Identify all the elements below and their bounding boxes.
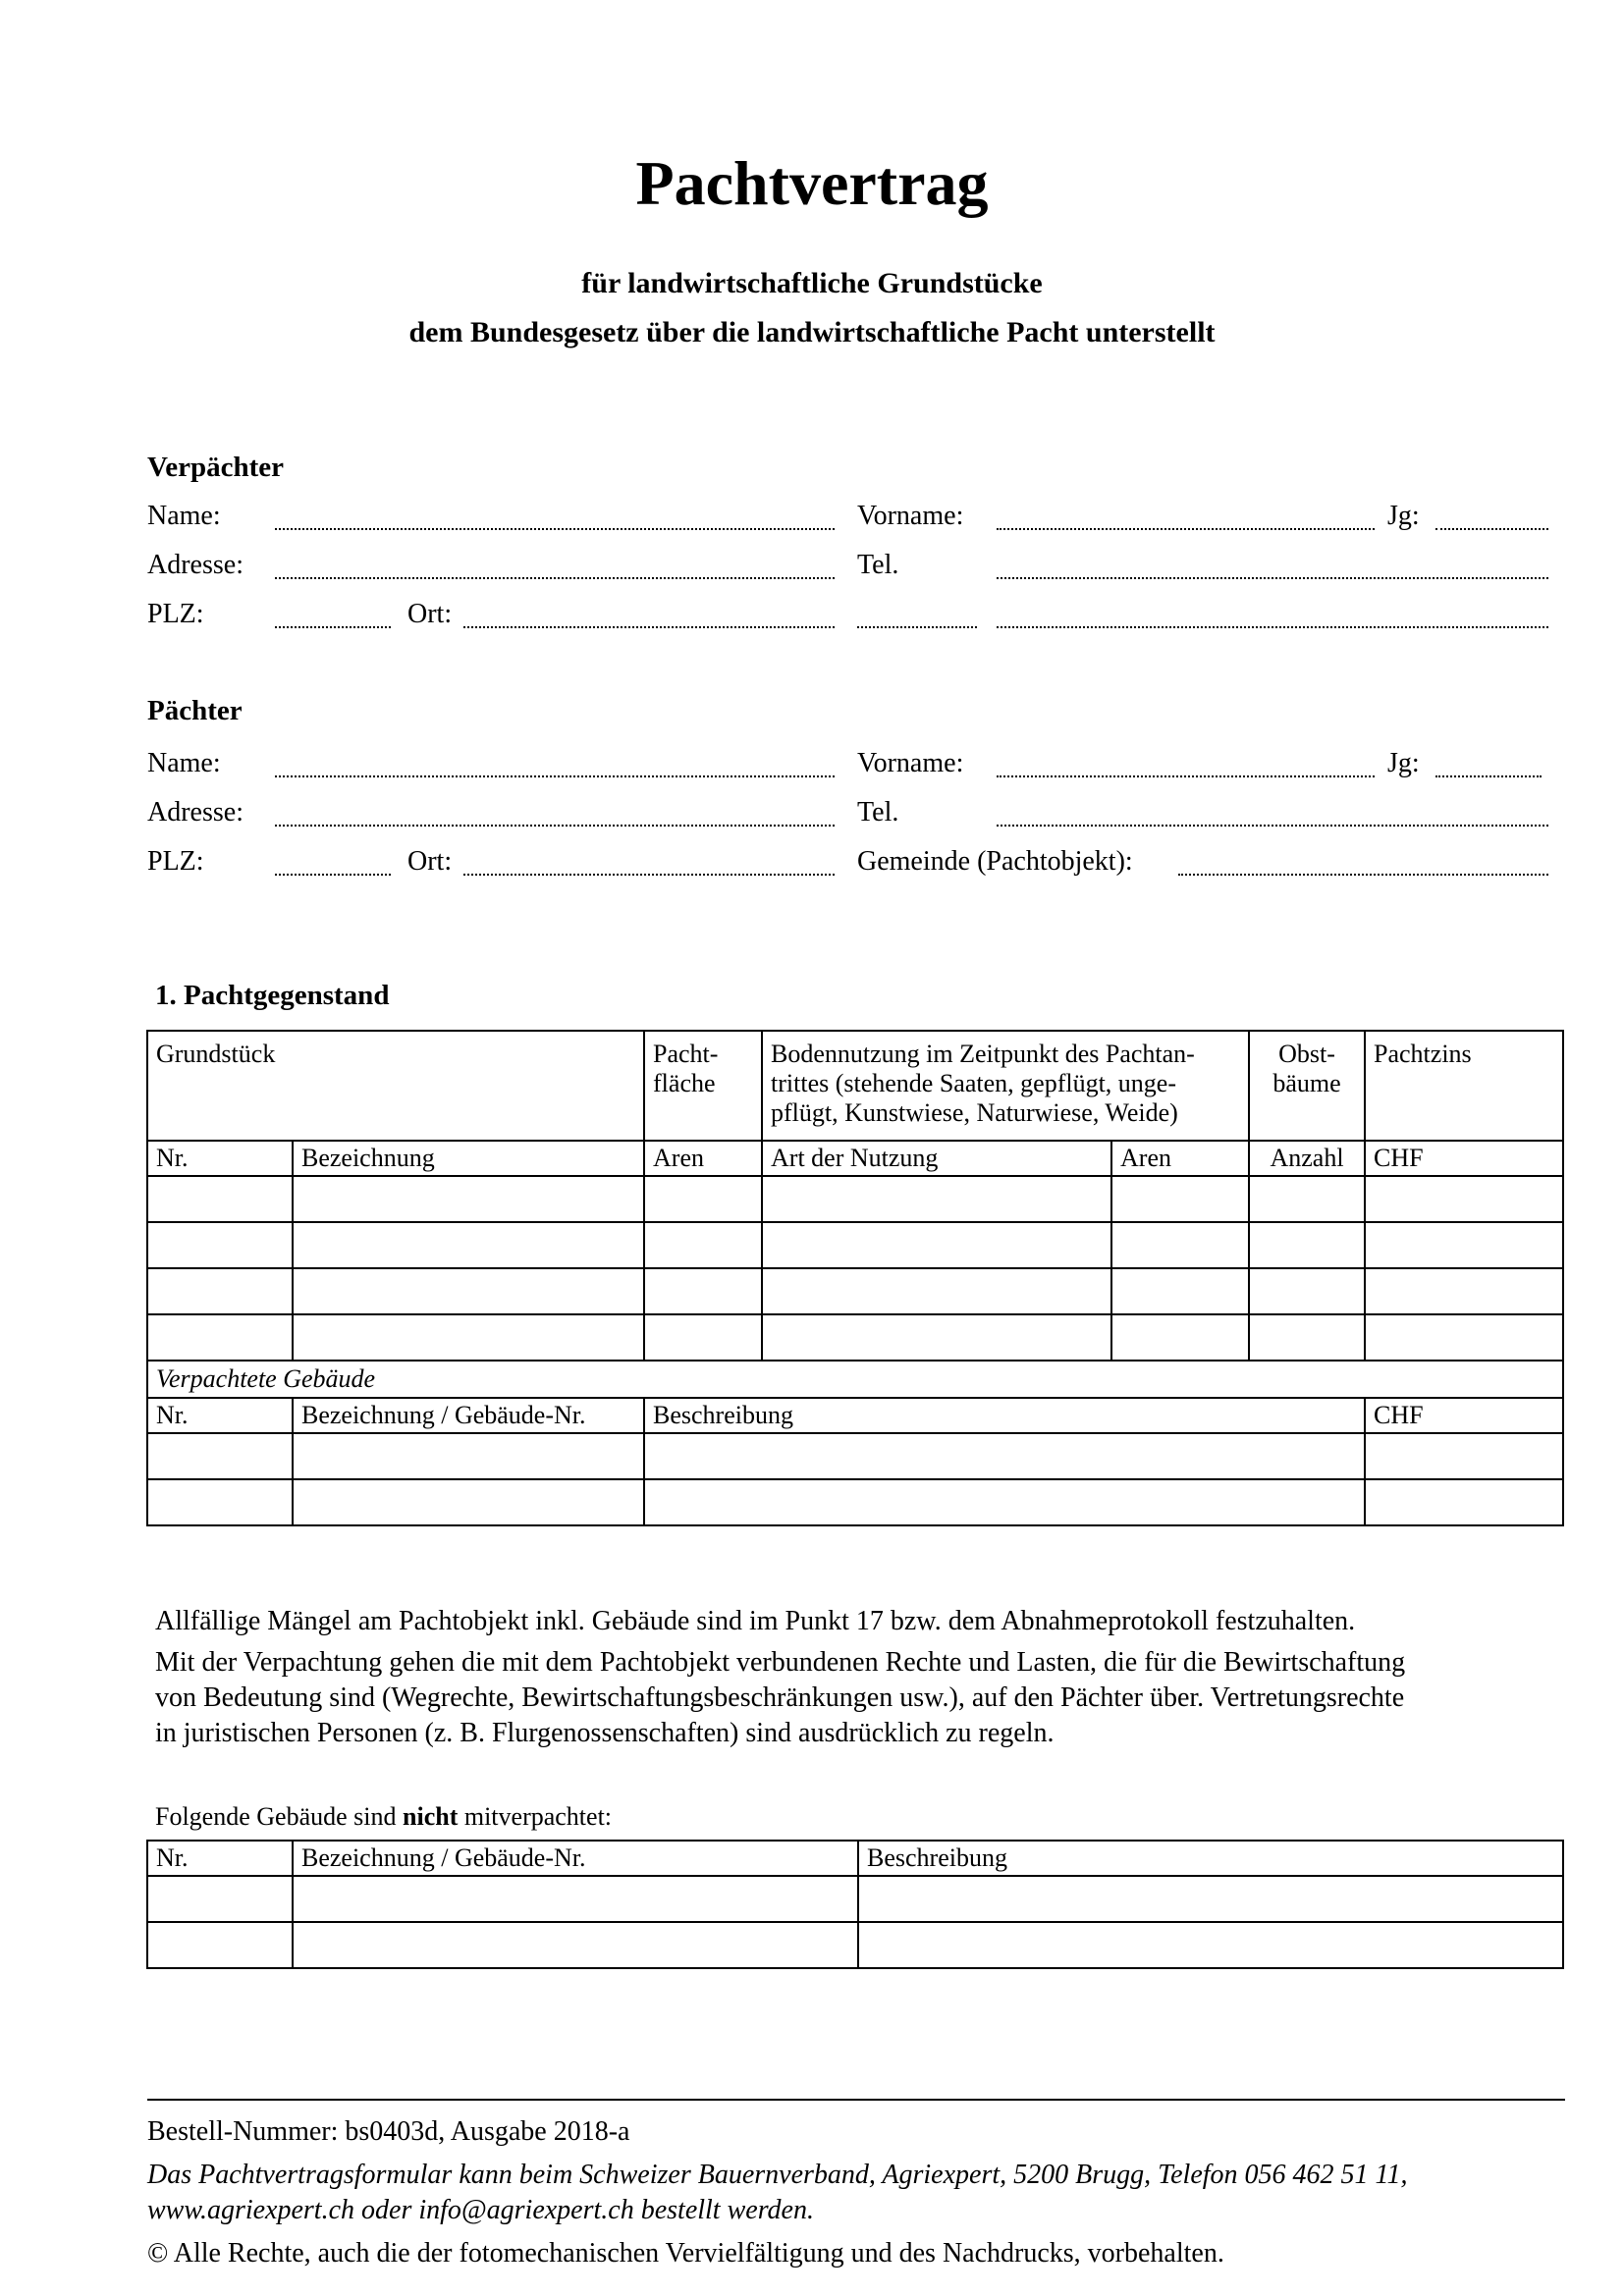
- cell-aren-2[interactable]: [1111, 1176, 1249, 1222]
- table-subheader-row: [147, 1141, 1563, 1176]
- cell-nr[interactable]: [147, 1268, 293, 1314]
- cell-aren[interactable]: [644, 1268, 762, 1314]
- cell-nr[interactable]: [147, 1922, 293, 1968]
- subheader-nr: Nr.: [147, 1141, 293, 1176]
- verpaechter-tel-field[interactable]: [997, 577, 1548, 579]
- cell-nr[interactable]: [147, 1222, 293, 1268]
- cell-anzahl[interactable]: [1249, 1222, 1365, 1268]
- header-grundstueck: Grundstück: [147, 1031, 644, 1141]
- page-title: Pachtvertrag: [635, 148, 989, 218]
- paechter-vorname-field[interactable]: [997, 775, 1375, 777]
- cell-anzahl[interactable]: [1249, 1314, 1365, 1361]
- cell-aren-2[interactable]: [1111, 1222, 1249, 1268]
- table-row: [147, 1268, 1563, 1314]
- table-row: [147, 1314, 1563, 1361]
- cell-bezeichnung[interactable]: [293, 1433, 644, 1479]
- cell-anzahl[interactable]: [1249, 1176, 1365, 1222]
- cell-chf[interactable]: [1365, 1268, 1563, 1314]
- not-leased-header-nr: Nr.: [147, 1841, 293, 1876]
- verpaechter-heading: Verpächter: [147, 452, 285, 483]
- copyright-notice: © Alle Rechte, auch die der fotomechanischen Vervielfältigung und des Nachdrucks, vorbehalten.: [147, 2238, 1224, 2269]
- paechter-jg-label: Jg:: [1387, 748, 1420, 778]
- paragraph-rechte-line-2: von Bedeutung sind (Wegrechte, Bewirtschaftungsbeschränkungen usw.), auf den Pächter über. Vertretungsrechte: [155, 1682, 1405, 1713]
- cell-beschreibung[interactable]: [858, 1876, 1563, 1922]
- footer-info-line-2: www.agriexpert.ch oder info@agriexpert.ch bestellt werden.: [147, 2195, 814, 2225]
- cell-nr[interactable]: [147, 1314, 293, 1361]
- cell-chf[interactable]: [1365, 1433, 1563, 1479]
- not-leased-table: [146, 1840, 1564, 1969]
- cell-art[interactable]: [762, 1176, 1111, 1222]
- cell-aren[interactable]: [644, 1176, 762, 1222]
- footer-info-line-1: Das Pachtvertragsformular kann beim Schweizer Bauernverband, Agriexpert, 5200 Brugg, Telefon 056 462 51 11,: [147, 2160, 1408, 2190]
- cell-aren[interactable]: [644, 1222, 762, 1268]
- verpaechter-jg-field[interactable]: [1435, 528, 1548, 530]
- paechter-name-field[interactable]: [275, 775, 835, 777]
- gebaeude-header-beschreibung: Beschreibung: [644, 1398, 1365, 1433]
- cell-bezeichnung[interactable]: [293, 1922, 858, 1968]
- paechter-tel-label: Tel.: [857, 797, 899, 828]
- order-number: Bestell-Nummer: bs0403d, Ausgabe 2018-a: [147, 2116, 630, 2147]
- cell-art[interactable]: [762, 1222, 1111, 1268]
- header-pachtflaeche: Pacht- fläche: [644, 1031, 762, 1141]
- paechter-vorname-label: Vorname:: [857, 748, 964, 778]
- gebaeude-header-nr: Nr.: [147, 1398, 293, 1433]
- subtitle-line-2: dem Bundesgesetz über die landwirtschaftliche Pacht unterstellt: [408, 316, 1216, 348]
- gebaeude-row: [147, 1433, 1563, 1479]
- verpaechter-plz-label: PLZ:: [147, 599, 204, 629]
- paechter-adresse-label: Adresse:: [147, 797, 244, 828]
- cell-bezeichnung[interactable]: [293, 1314, 644, 1361]
- verpaechter-adresse-field[interactable]: [275, 577, 835, 579]
- table-row: [147, 1222, 1563, 1268]
- cell-aren-2[interactable]: [1111, 1314, 1249, 1361]
- gebaeude-row: [147, 1479, 1563, 1525]
- cell-chf[interactable]: [1365, 1314, 1563, 1361]
- section-1-heading: 1. Pachtgegenstand: [155, 980, 390, 1011]
- verpaechter-name-field[interactable]: [275, 528, 835, 530]
- cell-aren-2[interactable]: [1111, 1268, 1249, 1314]
- verpaechter-name-label: Name:: [147, 501, 221, 531]
- paechter-heading: Pächter: [147, 695, 243, 726]
- verpaechter-adresse-label: Adresse:: [147, 550, 244, 580]
- paechter-plz-field[interactable]: [275, 874, 391, 876]
- header-obstbaeume: Obst- bäume: [1249, 1031, 1365, 1141]
- verpaechter-vorname-field[interactable]: [997, 528, 1375, 530]
- paechter-gemeinde-field[interactable]: [1178, 874, 1548, 876]
- cell-chf[interactable]: [1365, 1222, 1563, 1268]
- cell-aren[interactable]: [644, 1314, 762, 1361]
- verpaechter-plz-field[interactable]: [275, 626, 391, 628]
- footer-divider: [147, 2099, 1565, 2101]
- subheader-chf: CHF: [1365, 1141, 1563, 1176]
- not-leased-header-row: [147, 1841, 1563, 1876]
- cell-nr[interactable]: [147, 1876, 293, 1922]
- verpaechter-extra-field[interactable]: [857, 626, 977, 628]
- subheader-art-der-nutzung: Art der Nutzung: [762, 1141, 1111, 1176]
- verpachtete-gebaeude-label: Verpachtete Gebäude: [147, 1361, 1563, 1398]
- cell-bezeichnung[interactable]: [293, 1268, 644, 1314]
- subheader-aren-2: Aren: [1111, 1141, 1249, 1176]
- cell-bezeichnung[interactable]: [293, 1222, 644, 1268]
- paragraph-rechte-line-1: Mit der Verpachtung gehen die mit dem Pachtobjekt verbundenen Rechte und Lasten, die für die Bewirtschaftung: [155, 1647, 1406, 1678]
- paechter-adresse-field[interactable]: [275, 825, 835, 827]
- cell-bezeichnung[interactable]: [293, 1479, 644, 1525]
- table-header-row: [147, 1031, 1563, 1141]
- paragraph-rechte-line-3: in juristischen Personen (z. B. Flurgenossenschaften) sind ausdrücklich zu regeln.: [155, 1718, 1055, 1748]
- paechter-name-label: Name:: [147, 748, 221, 778]
- verpaechter-ort-label: Ort:: [407, 599, 453, 629]
- gebaeude-header-chf: CHF: [1365, 1398, 1563, 1433]
- paragraph-maengel: Allfällige Mängel am Pachtobjekt inkl. Gebäude sind im Punkt 17 bzw. dem Abnahmeprotokoll festzuhalten.: [155, 1606, 1356, 1636]
- paechter-gemeinde-label: Gemeinde (Pachtobjekt):: [857, 846, 1133, 877]
- gebaeude-header-row: [147, 1398, 1563, 1433]
- cell-nr[interactable]: [147, 1433, 293, 1479]
- not-leased-header-bezeichnung: Bezeichnung / Gebäude-Nr.: [293, 1841, 858, 1876]
- header-bodennutzung: Bodennutzung im Zeitpunkt des Pachtan- trittes (stehende Saaten, gepflügt, unge- pflügt, Kunstwiese, Naturwiese, Weide): [762, 1031, 1249, 1141]
- cell-art[interactable]: [762, 1314, 1111, 1361]
- paechter-ort-field[interactable]: [463, 874, 835, 876]
- cell-nr[interactable]: [147, 1479, 293, 1525]
- paechter-jg-field[interactable]: [1435, 775, 1542, 777]
- verpaechter-ort-field[interactable]: [463, 626, 835, 628]
- subheader-anzahl: Anzahl: [1249, 1141, 1365, 1176]
- gebaeude-label-row: [147, 1361, 1563, 1398]
- not-leased-header-beschreibung: Beschreibung: [858, 1841, 1563, 1876]
- subheader-bezeichnung: Bezeichnung: [293, 1141, 644, 1176]
- not-leased-caption: Folgende Gebäude sind nicht mitverpachtet:: [155, 1802, 613, 1831]
- subtitle-line-1: für landwirtschaftliche Grundstücke: [581, 267, 1043, 299]
- verpaechter-jg-label: Jg:: [1387, 501, 1420, 531]
- subheader-aren: Aren: [644, 1141, 762, 1176]
- header-pachtzins: Pachtzins: [1365, 1031, 1563, 1141]
- pachtgegenstand-table: [146, 1030, 1564, 1526]
- gebaeude-header-bezeichnung: Bezeichnung / Gebäude-Nr.: [293, 1398, 644, 1433]
- cell-beschreibung[interactable]: [858, 1922, 1563, 1968]
- cell-chf[interactable]: [1365, 1176, 1563, 1222]
- not-leased-row: [147, 1922, 1563, 1968]
- paechter-plz-label: PLZ:: [147, 846, 204, 877]
- not-leased-row: [147, 1876, 1563, 1922]
- verpaechter-vorname-label: Vorname:: [857, 501, 964, 531]
- verpaechter-extra-field-2[interactable]: [997, 626, 1548, 628]
- paechter-ort-label: Ort:: [407, 846, 453, 877]
- cell-bezeichnung[interactable]: [293, 1876, 858, 1922]
- table-row: [147, 1176, 1563, 1222]
- cell-nr[interactable]: [147, 1176, 293, 1222]
- verpaechter-tel-label: Tel.: [857, 550, 899, 580]
- paechter-tel-field[interactable]: [997, 825, 1548, 827]
- cell-anzahl[interactable]: [1249, 1268, 1365, 1314]
- cell-beschreibung[interactable]: [644, 1479, 1365, 1525]
- cell-beschreibung[interactable]: [644, 1433, 1365, 1479]
- cell-art[interactable]: [762, 1268, 1111, 1314]
- cell-bezeichnung[interactable]: [293, 1176, 644, 1222]
- cell-chf[interactable]: [1365, 1479, 1563, 1525]
